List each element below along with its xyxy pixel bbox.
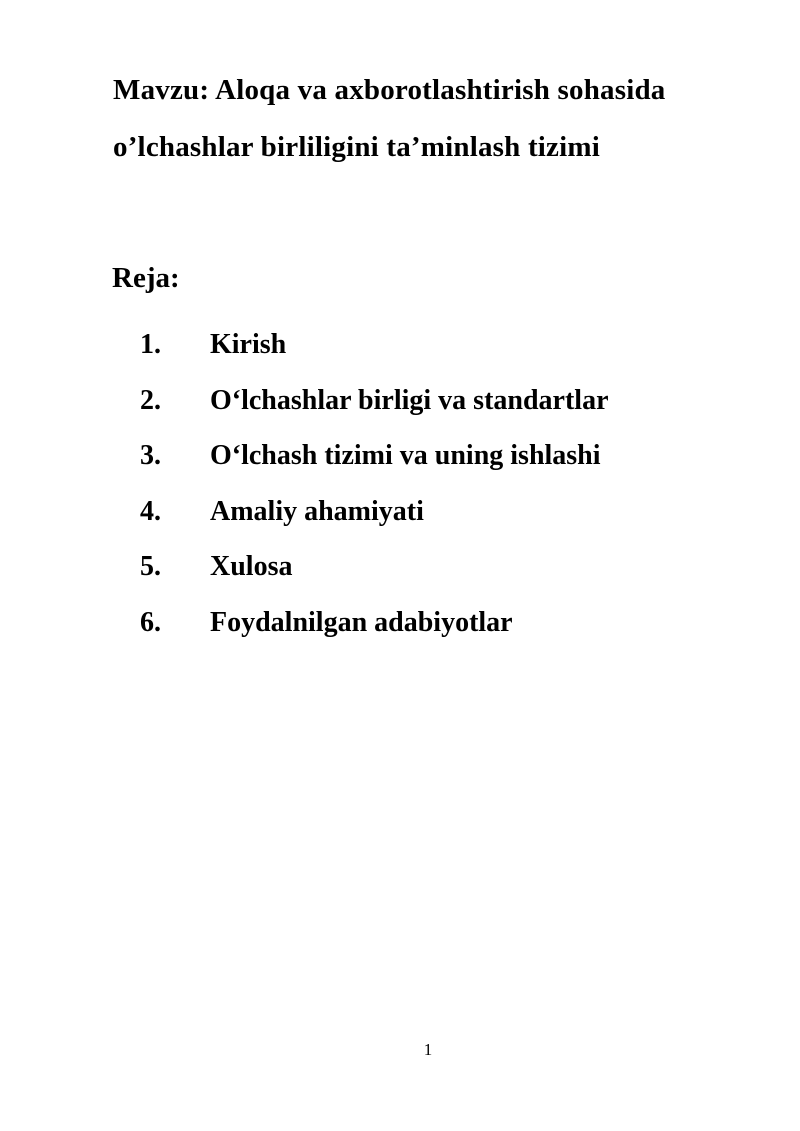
list-item-label: Foydalnilgan adabiyotlar: [210, 606, 513, 638]
page-number: 1: [423, 1040, 433, 1059]
list-item: [140, 484, 609, 540]
list-item-number: 4.: [140, 495, 161, 527]
list-item-number: 1.: [140, 329, 161, 360]
doc-title-line-1: Mavzu: Aloqa va axborotlashtirish sohasida: [113, 74, 666, 106]
list-item-label: O‘lchash tizimi va uning ishlashi: [210, 440, 601, 471]
outline-list: [140, 317, 609, 650]
list-item: [140, 317, 609, 373]
list-item-number: 5.: [140, 551, 161, 582]
doc-title: [113, 62, 763, 176]
list-item-number: 2.: [140, 384, 161, 416]
list-item-label: Kirish: [210, 329, 287, 360]
list-item-number: 3.: [140, 440, 161, 471]
list-item: [140, 428, 609, 484]
section-heading: Reja:: [112, 262, 180, 294]
list-item-number: 6.: [140, 606, 161, 638]
list-item-label: O‘lchashlar birligi va standartlar: [210, 384, 609, 416]
list-item: [140, 595, 609, 651]
list-item-label: Xulosa: [210, 551, 293, 582]
doc-title-line-2: o’lchashlar birliligini ta’minlash tizimi: [113, 131, 600, 163]
list-item: [140, 539, 609, 595]
list-item: [140, 373, 609, 429]
list-item-label: Amaliy ahamiyati: [210, 495, 424, 527]
